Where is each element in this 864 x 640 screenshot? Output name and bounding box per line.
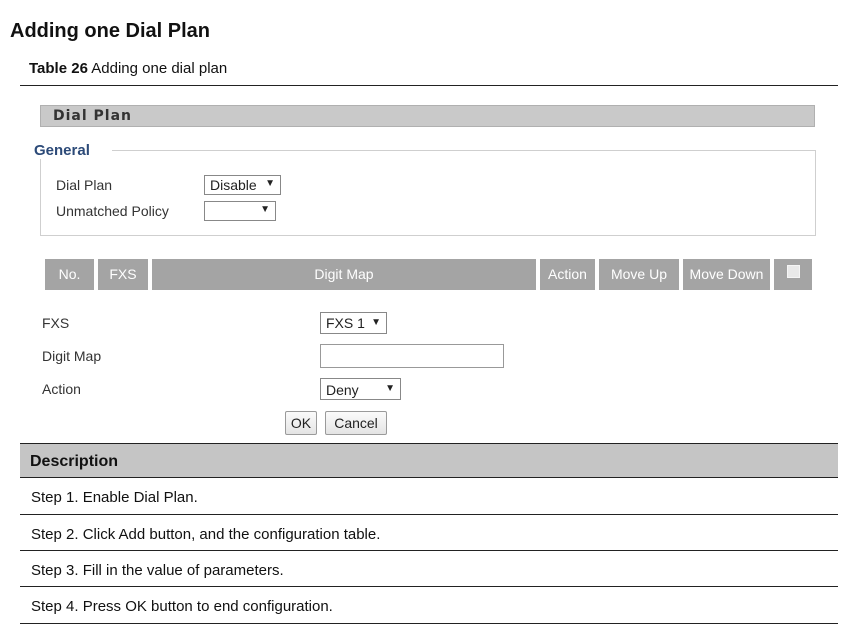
- column-header-action: Action: [540, 259, 595, 290]
- row-divider: [20, 586, 838, 587]
- table-caption-label: Table 26: [29, 60, 88, 77]
- select-all-checkbox[interactable]: [787, 265, 800, 278]
- step-1: Step 1. Enable Dial Plan.: [31, 489, 198, 506]
- row-divider: [20, 550, 838, 551]
- digit-map-input[interactable]: [320, 344, 504, 368]
- step-2: Step 2. Click Add button, and the configuration table.: [31, 526, 381, 543]
- table-top-rule: [20, 85, 838, 86]
- column-header-move-down: Move Down: [683, 259, 770, 290]
- step-3: Step 3. Fill in the value of parameters.: [31, 562, 284, 579]
- fxs-select-value: FXS 1: [326, 315, 365, 331]
- unmatched-policy-label: Unmatched Policy: [56, 203, 169, 219]
- column-header-fxs: FXS: [98, 259, 148, 290]
- action-select[interactable]: [320, 378, 401, 400]
- table-caption: [29, 60, 227, 77]
- table-caption-text: Adding one dial plan: [91, 60, 228, 77]
- column-header-move-up: Move Up: [599, 259, 679, 290]
- digit-map-label: Digit Map: [42, 348, 102, 364]
- dial-plan-select-value: Disable: [210, 177, 257, 193]
- action-select-value: Deny: [326, 382, 359, 398]
- chevron-down-icon: ▼: [385, 383, 395, 394]
- table-bottom-rule: [20, 623, 838, 624]
- row-divider: [20, 514, 838, 515]
- fxs-select[interactable]: [320, 312, 387, 334]
- dial-plan-label: Dial Plan: [56, 177, 113, 193]
- chevron-down-icon: ▼: [260, 204, 270, 215]
- chevron-down-icon: ▼: [371, 317, 381, 328]
- document-heading: Adding one Dial Plan: [10, 20, 211, 42]
- dial-plan-select[interactable]: [204, 175, 281, 195]
- panel-title: Dial Plan: [53, 108, 133, 124]
- column-header-digit-map: Digit Map: [152, 259, 536, 290]
- ok-button[interactable]: OK: [285, 411, 317, 435]
- general-legend: General: [32, 142, 112, 159]
- column-header-no: No.: [45, 259, 94, 290]
- description-header-label: Description: [30, 453, 119, 470]
- description-header: [20, 443, 838, 478]
- unmatched-policy-select[interactable]: [204, 201, 276, 221]
- fxs-label: FXS: [42, 315, 70, 331]
- action-label: Action: [42, 381, 81, 397]
- chevron-down-icon: ▼: [265, 178, 275, 189]
- general-fieldset: [40, 150, 816, 236]
- dial-plan-panel-header: [40, 105, 815, 127]
- step-4: Step 4. Press OK button to end configuration.: [31, 598, 333, 615]
- cancel-button[interactable]: Cancel: [325, 411, 387, 435]
